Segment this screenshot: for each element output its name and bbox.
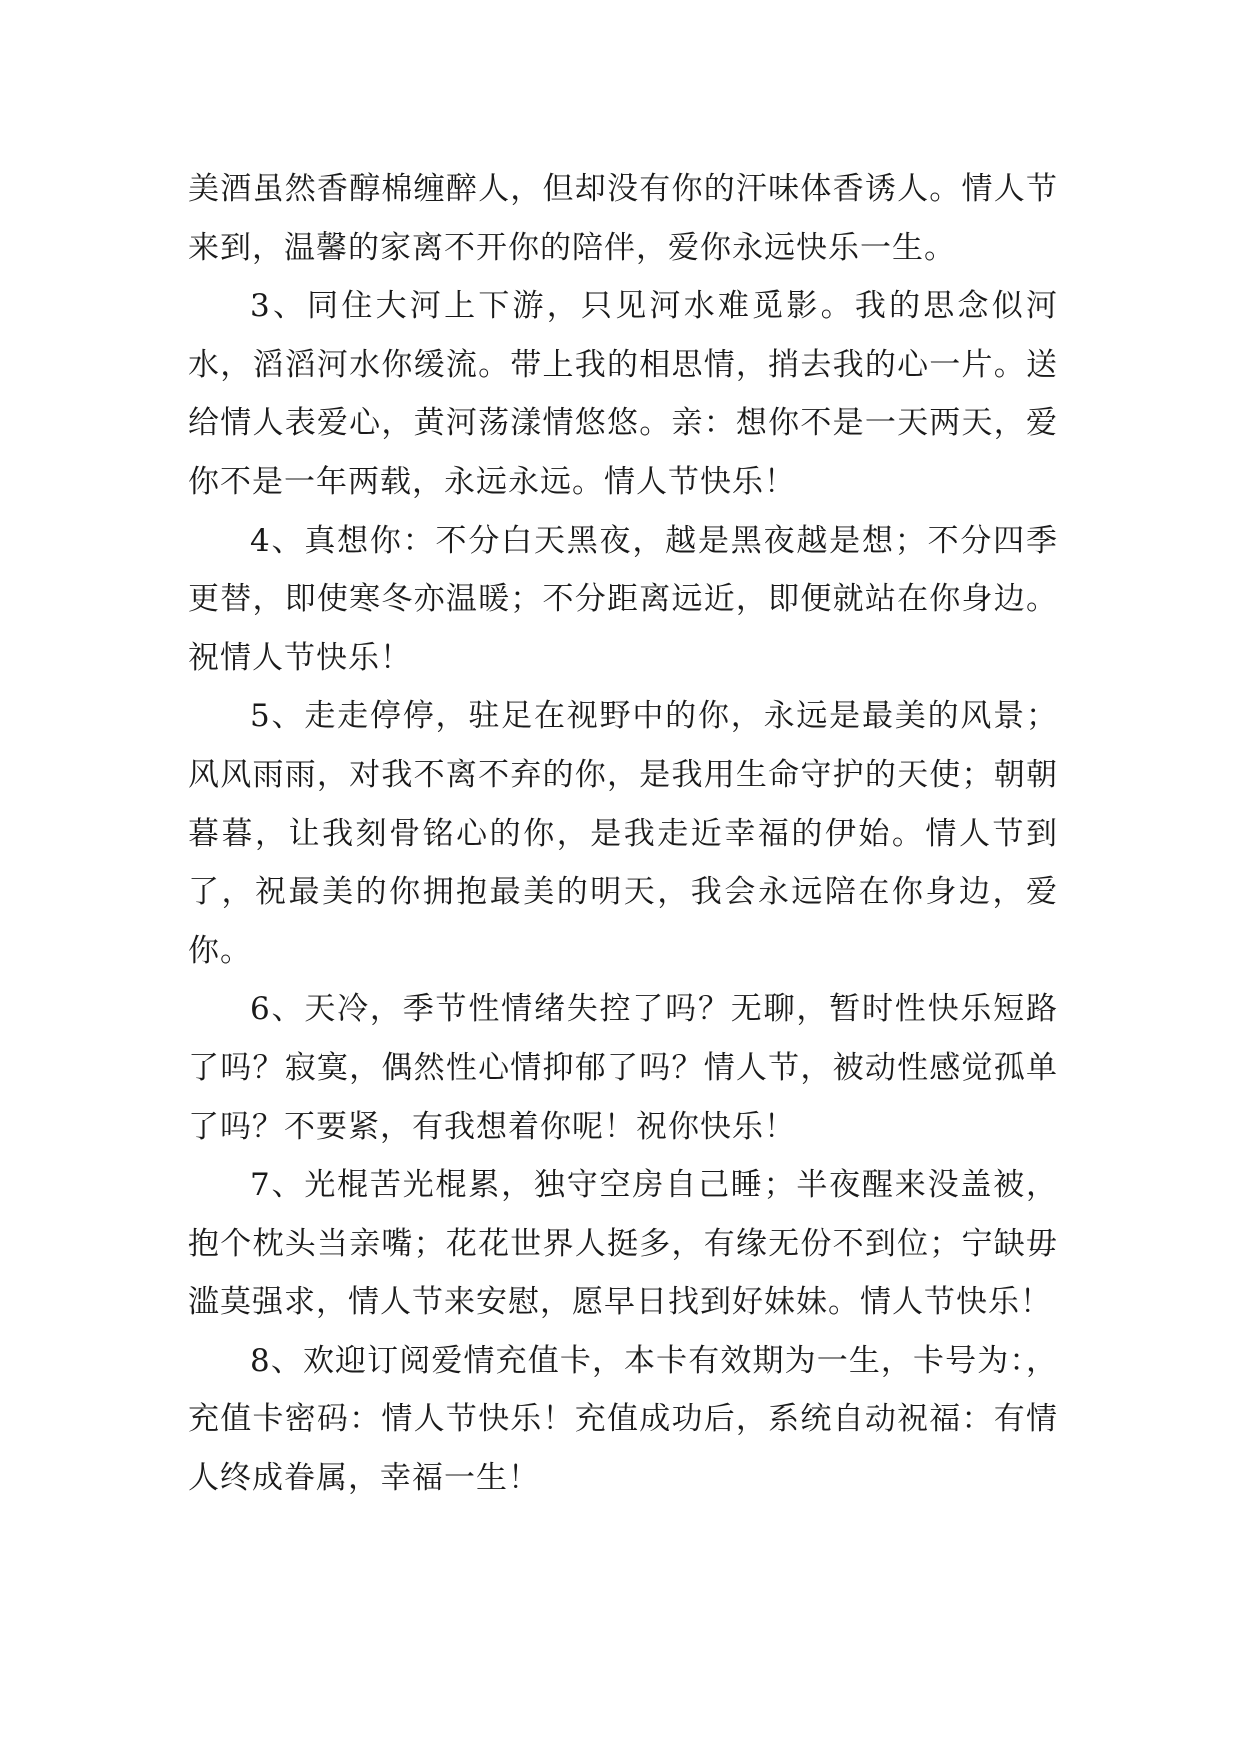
paragraph-8: 8、欢迎订阅爱情充值卡，本卡有效期为一生，卡号为：，充值卡密码：情人节快乐！充值成功后，系统自动祝福：有情人终成眷属，幸福一生！ (188, 1342, 1058, 1497)
body-text (188, 160, 1058, 1508)
paragraph-1: 美酒虽然香醇棉缠醉人，但却没有你的汗味体香诱人。情人节来到，温馨的家离不开你的陪伴，爱你永远快乐一生。 (188, 171, 1058, 266)
paragraph-7: 7、光棍苦光棍累，独守空房自己睡；半夜醒来没盖被，抱个枕头当亲嘴；花花世界人挺多，有缘无份不到位；宁缺毋滥莫强求，情人节来安慰，愿早日找到好妹妹。情人节快乐！ (188, 1167, 1058, 1321)
paragraph-4: 4、真想你：不分白天黑夜，越是黑夜越是想；不分四季更替，即使寒冬亦温暖；不分距离远近，即便就站在你身边。祝情人节快乐！ (188, 522, 1058, 676)
paragraph-5: 5、走走停停，驻足在视野中的你，永远是最美的风景；风风雨雨，对我不离不弃的你，是我用生命守护的天使；朝朝暮暮，让我刻骨铭心的你，是我走近幸福的伊始。情人节到了，祝最美的你拥抱最美的明天，我会永远陪在你身边，爱你。 (188, 698, 1058, 969)
paragraph-6: 6、天冷，季节性情绪失控了吗？无聊，暂时性快乐短路了吗？寂寞，偶然性心情抑郁了吗？情人节，被动性感觉孤单了吗？不要紧，有我想着你呢！祝你快乐！ (188, 991, 1058, 1145)
paragraph-3: 3、同住大河上下游，只见河水难觅影。我的思念似河水，滔滔河水你缓流。带上我的相思情，捎去我的心一片。送给情人表爱心，黄河荡漾情悠悠。亲：想你不是一天两天，爱你不是一年两载，永远永远。情人节快乐！ (188, 288, 1058, 500)
